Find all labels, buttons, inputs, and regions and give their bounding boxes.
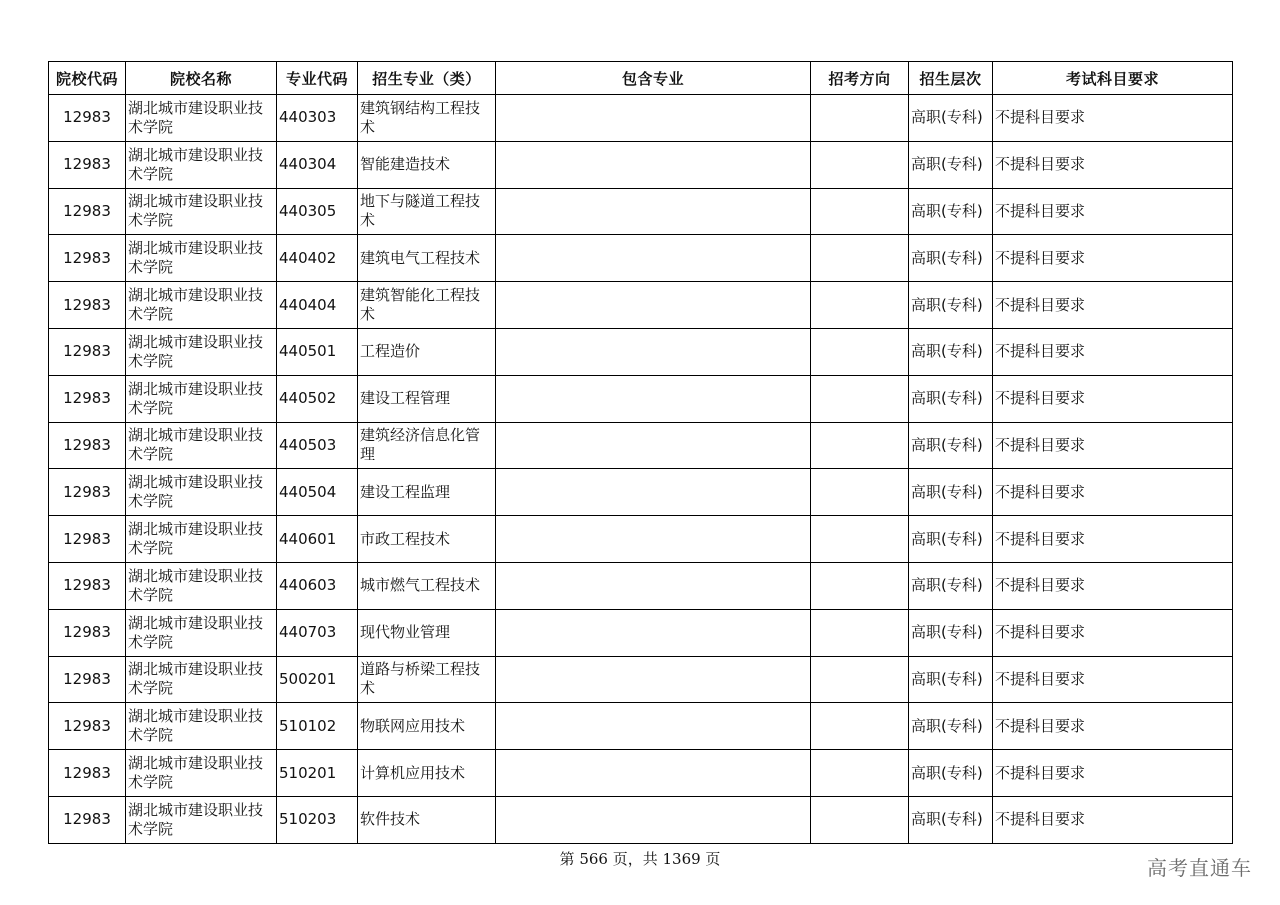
school-name-cell: 湖北城市建设职业技术学院 (126, 282, 277, 329)
requirement-cell: 不提科目要求 (993, 609, 1233, 656)
included-majors-cell (496, 796, 811, 843)
major-code-cell: 440603 (277, 562, 358, 609)
direction-cell (811, 188, 909, 235)
header-school-name: 院校名称 (126, 62, 277, 95)
major-cell: 道路与桥梁工程技术 (358, 656, 496, 703)
school-name-cell: 湖北城市建设职业技术学院 (126, 516, 277, 563)
major-code-cell: 440502 (277, 375, 358, 422)
requirement-cell: 不提科目要求 (993, 422, 1233, 469)
level-cell: 高职(专科) (909, 656, 993, 703)
direction-cell (811, 282, 909, 329)
included-majors-cell (496, 750, 811, 797)
included-majors-cell (496, 562, 811, 609)
school-name-cell: 湖北城市建设职业技术学院 (126, 328, 277, 375)
school-code-cell: 12983 (49, 796, 126, 843)
major-code-cell: 440304 (277, 141, 358, 188)
header-major-code: 专业代码 (277, 62, 358, 95)
included-majors-cell (496, 703, 811, 750)
direction-cell (811, 656, 909, 703)
school-name-cell: 湖北城市建设职业技术学院 (126, 95, 277, 142)
major-cell: 物联网应用技术 (358, 703, 496, 750)
included-majors-cell (496, 375, 811, 422)
school-name-cell: 湖北城市建设职业技术学院 (126, 188, 277, 235)
level-cell: 高职(专科) (909, 328, 993, 375)
table-row (49, 750, 1233, 797)
included-majors-cell (496, 235, 811, 282)
requirement-cell: 不提科目要求 (993, 188, 1233, 235)
school-name-cell: 湖北城市建设职业技术学院 (126, 750, 277, 797)
level-cell: 高职(专科) (909, 141, 993, 188)
major-code-cell: 440501 (277, 328, 358, 375)
header-included-majors: 包含专业 (496, 62, 811, 95)
school-name-cell: 湖北城市建设职业技术学院 (126, 609, 277, 656)
level-cell: 高职(专科) (909, 188, 993, 235)
requirement-cell: 不提科目要求 (993, 95, 1233, 142)
level-cell: 高职(专科) (909, 422, 993, 469)
school-code-cell: 12983 (49, 750, 126, 797)
requirement-cell: 不提科目要求 (993, 796, 1233, 843)
requirement-cell: 不提科目要求 (993, 516, 1233, 563)
major-code-cell: 510102 (277, 703, 358, 750)
header-requirement: 考试科目要求 (993, 62, 1233, 95)
major-code-cell: 440504 (277, 469, 358, 516)
table-row (49, 703, 1233, 750)
school-code-cell: 12983 (49, 703, 126, 750)
table-row (49, 141, 1233, 188)
direction-cell (811, 95, 909, 142)
school-code-cell: 12983 (49, 516, 126, 563)
included-majors-cell (496, 328, 811, 375)
included-majors-cell (496, 516, 811, 563)
school-code-cell: 12983 (49, 235, 126, 282)
direction-cell (811, 516, 909, 563)
major-cell: 地下与隧道工程技术 (358, 188, 496, 235)
level-cell: 高职(专科) (909, 750, 993, 797)
major-cell: 智能建造技术 (358, 141, 496, 188)
major-code-cell: 440402 (277, 235, 358, 282)
direction-cell (811, 328, 909, 375)
included-majors-cell (496, 141, 811, 188)
table-body (49, 95, 1233, 844)
direction-cell (811, 609, 909, 656)
major-cell: 建筑智能化工程技术 (358, 282, 496, 329)
included-majors-cell (496, 609, 811, 656)
school-name-cell: 湖北城市建设职业技术学院 (126, 235, 277, 282)
direction-cell (811, 469, 909, 516)
level-cell: 高职(专科) (909, 796, 993, 843)
direction-cell (811, 375, 909, 422)
table-row (49, 328, 1233, 375)
requirement-cell: 不提科目要求 (993, 141, 1233, 188)
header-school-code: 院校代码 (49, 62, 126, 95)
header-direction: 招考方向 (811, 62, 909, 95)
school-code-cell: 12983 (49, 282, 126, 329)
level-cell: 高职(专科) (909, 703, 993, 750)
requirement-cell: 不提科目要求 (993, 235, 1233, 282)
major-code-cell: 440303 (277, 95, 358, 142)
school-code-cell: 12983 (49, 328, 126, 375)
table-row (49, 235, 1233, 282)
admissions-table (48, 61, 1233, 844)
school-name-cell: 湖北城市建设职业技术学院 (126, 141, 277, 188)
header-major: 招生专业（类） (358, 62, 496, 95)
page-number: 第 566 页，共 1369 页 (559, 850, 721, 868)
major-code-cell: 510203 (277, 796, 358, 843)
major-code-cell: 440305 (277, 188, 358, 235)
major-cell: 建设工程管理 (358, 375, 496, 422)
table-row (49, 516, 1233, 563)
major-cell: 软件技术 (358, 796, 496, 843)
included-majors-cell (496, 469, 811, 516)
level-cell: 高职(专科) (909, 235, 993, 282)
major-cell: 建设工程监理 (358, 469, 496, 516)
direction-cell (811, 562, 909, 609)
table-row (49, 95, 1233, 142)
major-cell: 城市燃气工程技术 (358, 562, 496, 609)
major-code-cell: 500201 (277, 656, 358, 703)
included-majors-cell (496, 656, 811, 703)
level-cell: 高职(专科) (909, 375, 993, 422)
requirement-cell: 不提科目要求 (993, 703, 1233, 750)
included-majors-cell (496, 282, 811, 329)
direction-cell (811, 796, 909, 843)
table-row (49, 562, 1233, 609)
level-cell: 高职(专科) (909, 95, 993, 142)
included-majors-cell (496, 188, 811, 235)
direction-cell (811, 750, 909, 797)
school-code-cell: 12983 (49, 188, 126, 235)
major-code-cell: 510201 (277, 750, 358, 797)
school-name-cell: 湖北城市建设职业技术学院 (126, 796, 277, 843)
table-row (49, 375, 1233, 422)
requirement-cell: 不提科目要求 (993, 282, 1233, 329)
direction-cell (811, 235, 909, 282)
level-cell: 高职(专科) (909, 609, 993, 656)
direction-cell (811, 422, 909, 469)
school-code-cell: 12983 (49, 95, 126, 142)
school-code-cell: 12983 (49, 562, 126, 609)
table-row (49, 656, 1233, 703)
school-name-cell: 湖北城市建设职业技术学院 (126, 375, 277, 422)
requirement-cell: 不提科目要求 (993, 750, 1233, 797)
major-cell: 建筑钢结构工程技术 (358, 95, 496, 142)
level-cell: 高职(专科) (909, 282, 993, 329)
school-code-cell: 12983 (49, 469, 126, 516)
major-cell: 现代物业管理 (358, 609, 496, 656)
included-majors-cell (496, 422, 811, 469)
table-row (49, 282, 1233, 329)
school-name-cell: 湖北城市建设职业技术学院 (126, 469, 277, 516)
requirement-cell: 不提科目要求 (993, 656, 1233, 703)
major-cell: 建筑电气工程技术 (358, 235, 496, 282)
header-level: 招生层次 (909, 62, 993, 95)
major-cell: 计算机应用技术 (358, 750, 496, 797)
watermark-logo-text: 高考直通车 (1147, 856, 1252, 880)
header-row (49, 62, 1233, 95)
level-cell: 高职(专科) (909, 516, 993, 563)
table-row (49, 796, 1233, 843)
table-row (49, 609, 1233, 656)
school-name-cell: 湖北城市建设职业技术学院 (126, 422, 277, 469)
requirement-cell: 不提科目要求 (993, 562, 1233, 609)
direction-cell (811, 703, 909, 750)
included-majors-cell (496, 95, 811, 142)
major-cell: 工程造价 (358, 328, 496, 375)
requirement-cell: 不提科目要求 (993, 375, 1233, 422)
major-cell: 建筑经济信息化管理 (358, 422, 496, 469)
school-name-cell: 湖北城市建设职业技术学院 (126, 656, 277, 703)
major-code-cell: 440503 (277, 422, 358, 469)
table-row (49, 422, 1233, 469)
major-code-cell: 440703 (277, 609, 358, 656)
major-code-cell: 440404 (277, 282, 358, 329)
table-row (49, 469, 1233, 516)
school-code-cell: 12983 (49, 656, 126, 703)
level-cell: 高职(专科) (909, 562, 993, 609)
school-code-cell: 12983 (49, 375, 126, 422)
requirement-cell: 不提科目要求 (993, 328, 1233, 375)
school-code-cell: 12983 (49, 422, 126, 469)
table-row (49, 188, 1233, 235)
school-name-cell: 湖北城市建设职业技术学院 (126, 703, 277, 750)
level-cell: 高职(专科) (909, 469, 993, 516)
school-name-cell: 湖北城市建设职业技术学院 (126, 562, 277, 609)
school-code-cell: 12983 (49, 141, 126, 188)
major-cell: 市政工程技术 (358, 516, 496, 563)
requirement-cell: 不提科目要求 (993, 469, 1233, 516)
school-code-cell: 12983 (49, 609, 126, 656)
table-header (49, 62, 1233, 95)
direction-cell (811, 141, 909, 188)
major-code-cell: 440601 (277, 516, 358, 563)
